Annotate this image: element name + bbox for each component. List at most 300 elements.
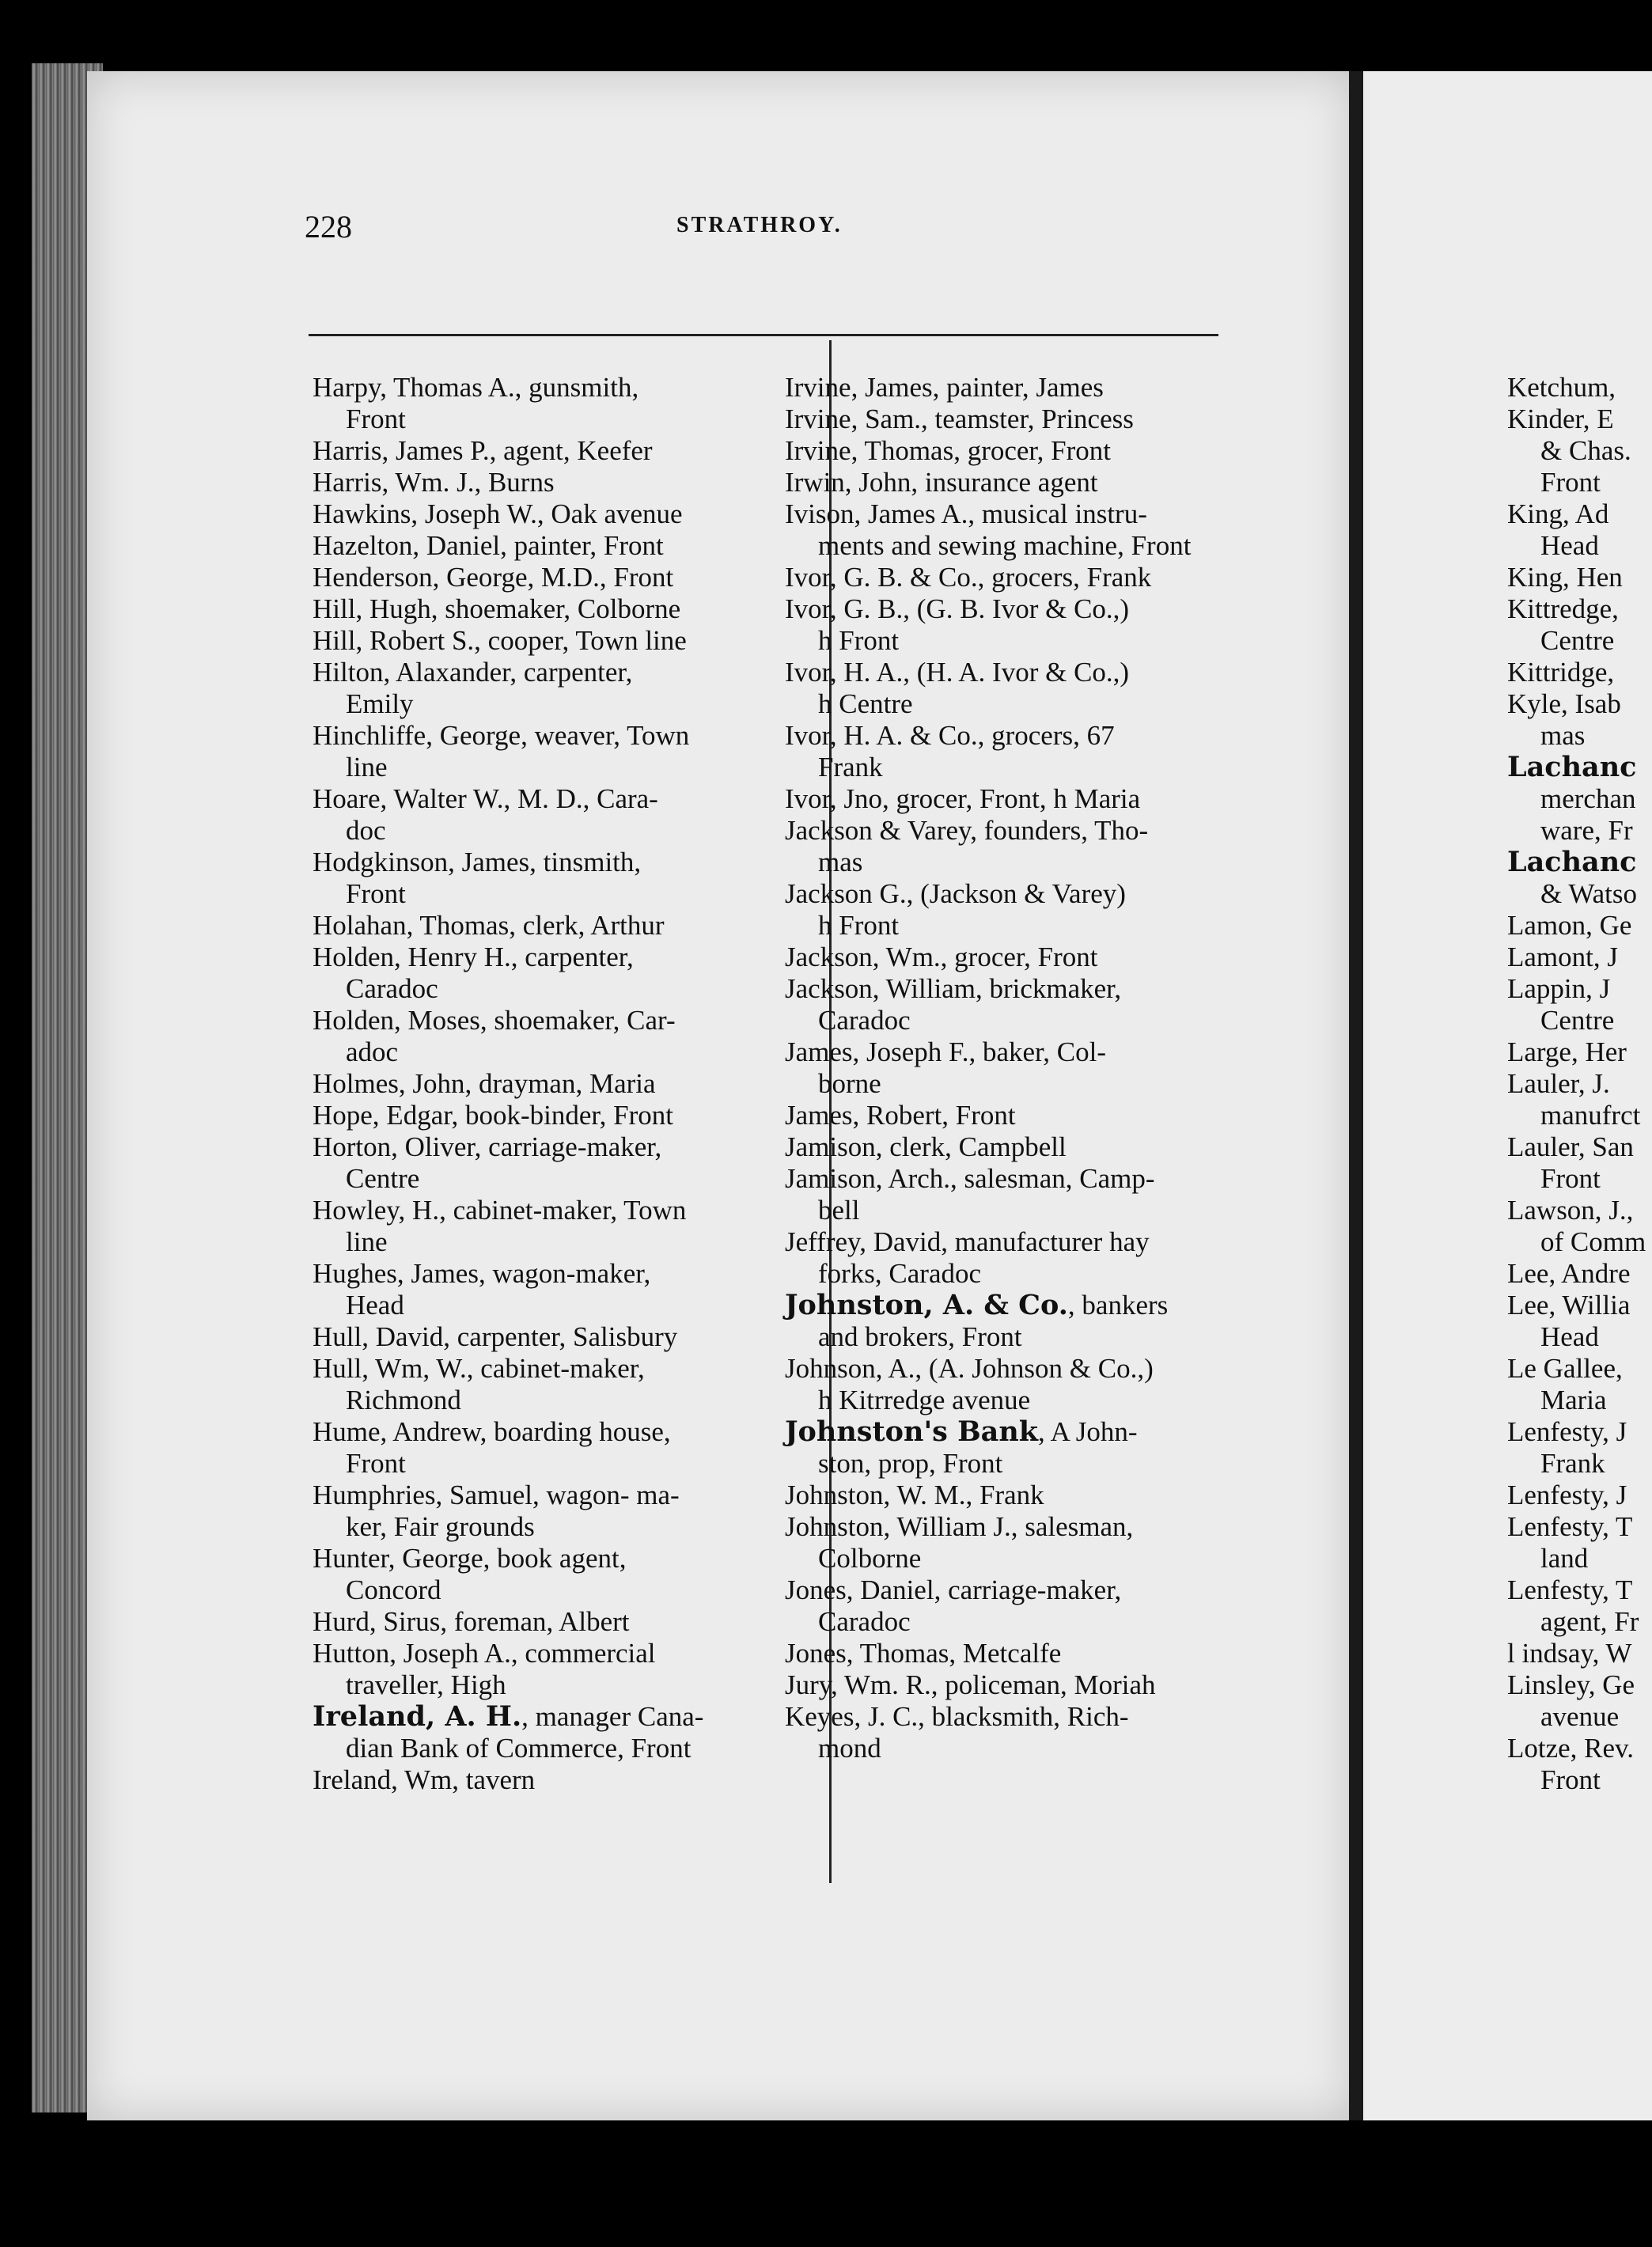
entry-continuation: Caradoc [818, 1005, 911, 1036]
entry-text: Jeffrey, David, manufacturer hay [785, 1226, 1150, 1257]
entry-bold-name: Johnston, A. & Co. [785, 1289, 1068, 1321]
directory-entry [313, 847, 795, 910]
entry-line [785, 1131, 1291, 1163]
entry-text: Lamon, Ge [1507, 910, 1632, 941]
entry-text: Hutton, Joseph A., commercial [313, 1638, 656, 1669]
entry-line [313, 467, 795, 498]
entry-line [1507, 942, 1652, 973]
entry-text: Lotze, Rev. [1507, 1733, 1635, 1764]
entry-line [313, 1701, 795, 1733]
entry-line [1507, 1416, 1652, 1448]
entry-line [313, 1068, 795, 1100]
entry-continuation: forks, Caradoc [818, 1258, 982, 1289]
directory-entry [313, 372, 795, 435]
entry-line [785, 1574, 1291, 1606]
entry-line [1507, 1638, 1652, 1669]
entry-text: Ivor, G. B. & Co., grocers, Frank [785, 562, 1152, 593]
entry-line [785, 1290, 1291, 1321]
directory-entry [1507, 815, 1652, 847]
directory-entry [1507, 498, 1652, 562]
entry-line [313, 372, 795, 404]
entry-line [313, 1480, 795, 1511]
entry-line [1507, 1258, 1652, 1290]
directory-entry [785, 815, 1291, 878]
entry-continuation: Caradoc [346, 973, 438, 1004]
entry-text: Hughes, James, wagon-maker, [313, 1258, 651, 1289]
entry-bold-name: Ireland, A. H. [313, 1700, 522, 1733]
entry-line [1507, 752, 1652, 783]
entry-text: Linsley, Ge [1507, 1669, 1635, 1700]
directory-entry [313, 942, 795, 1005]
directory-entry [1507, 1480, 1652, 1511]
entry-text: Harpy, Thomas A., gunsmith, [313, 372, 639, 403]
entry-continuation: mas [818, 847, 863, 877]
entry-line [313, 1638, 795, 1669]
entry-line [313, 562, 795, 593]
directory-entry [785, 1669, 1291, 1701]
directory-entry [1507, 657, 1652, 688]
entry-line [785, 1669, 1291, 1701]
entry-text: James, Joseph F., baker, Col- [785, 1036, 1107, 1067]
entry-continuation: avenue [1540, 1701, 1620, 1732]
entry-text: Johnston, W. M., Frank [785, 1480, 1044, 1510]
directory-entry [1507, 1733, 1652, 1796]
entry-line [313, 1005, 795, 1036]
entry-continuation: Centre [1540, 625, 1615, 656]
entry-continuation: ston, prop, Front [818, 1448, 1003, 1479]
directory-entry [1507, 372, 1652, 404]
entry-text: Johnson, A., (A. Johnson & Co.,) [785, 1353, 1154, 1384]
directory-entry [313, 1195, 795, 1258]
entry-continuation: & Chas. [1540, 435, 1631, 466]
entry-text: Jones, Thomas, Metcalfe [785, 1638, 1062, 1669]
directory-entry [313, 1131, 795, 1195]
entry-text: Jamison, Arch., salesman, Camp- [785, 1163, 1155, 1194]
entry-line [1507, 1131, 1652, 1163]
directory-entry [313, 657, 795, 720]
entry-text: Hoare, Walter W., M. D., Cara- [313, 783, 658, 814]
directory-entry [785, 1701, 1291, 1764]
entry-line [785, 593, 1291, 625]
entry-line [313, 498, 795, 530]
entry-line [785, 1701, 1291, 1733]
entry-continuation: of Comm [1540, 1226, 1646, 1257]
entry-line [313, 1416, 795, 1448]
entry-text: Kittredge, [1507, 593, 1619, 624]
entry-text: Irvine, Sam., teamster, Princess [785, 404, 1134, 434]
entry-line [313, 530, 795, 562]
entry-continuation: Frank [1540, 1448, 1605, 1479]
entry-text: Jamison, clerk, Campbell [785, 1131, 1067, 1162]
entry-text: Henderson, George, M.D., Front [313, 562, 674, 593]
directory-entry [313, 720, 795, 783]
entry-text: Lee, Andre [1507, 1258, 1631, 1289]
entry-continuation: Front [346, 404, 406, 434]
directory-column-middle [785, 372, 1291, 1764]
directory-entry [785, 783, 1291, 815]
entry-continuation: line [346, 752, 388, 782]
directory-entry [1507, 467, 1652, 498]
directory-entry [313, 1321, 795, 1353]
directory-entry [1507, 1036, 1652, 1068]
directory-entry [1507, 1290, 1652, 1353]
entry-continuation: Centre [1540, 1005, 1615, 1036]
entry-bold-name: Lachanc [1507, 751, 1637, 783]
directory-entry [785, 720, 1291, 783]
entry-line [785, 1480, 1291, 1511]
entry-text: Jones, Daniel, carriage-maker, [785, 1574, 1122, 1605]
directory-entry [1507, 1068, 1652, 1131]
entry-line [313, 1606, 795, 1638]
entry-line [313, 783, 795, 815]
entry-text: Holmes, John, drayman, Maria [313, 1068, 656, 1099]
entry-line [1507, 1036, 1652, 1068]
entry-continuation: Frank [818, 752, 883, 782]
entry-line [313, 1258, 795, 1290]
entry-line [785, 720, 1291, 752]
entry-line [785, 973, 1291, 1005]
directory-entry [785, 467, 1291, 498]
entry-text: Jackson & Varey, founders, Tho- [785, 815, 1149, 846]
entry-line [313, 1100, 795, 1131]
directory-entry [313, 1638, 795, 1701]
entry-line [785, 1638, 1291, 1669]
entry-text: Lenfesty, T [1507, 1511, 1633, 1542]
entry-line [313, 1543, 795, 1574]
entry-continuation: & Watso [1540, 878, 1637, 909]
entry-continuation: Front [1540, 1163, 1601, 1194]
entry-text: l indsay, W [1507, 1638, 1632, 1669]
entry-line [313, 435, 795, 467]
entry-line [1507, 1733, 1652, 1764]
entry-text: , bankers [1067, 1290, 1169, 1321]
directory-entry [1507, 688, 1652, 752]
directory-entry [313, 1353, 795, 1416]
directory-entry [785, 435, 1291, 467]
directory-entry [785, 657, 1291, 720]
entry-text: Jackson, Wm., grocer, Front [785, 942, 1098, 972]
directory-entry [785, 1163, 1291, 1226]
entry-text: Keyes, J. C., blacksmith, Rich- [785, 1701, 1129, 1732]
entry-continuation: manufrct [1540, 1100, 1641, 1131]
entry-text: Hull, Wm, W., cabinet-maker, [313, 1353, 645, 1384]
entry-text: Holden, Moses, shoemaker, Car- [313, 1005, 676, 1036]
entry-text: Holden, Henry H., carpenter, [313, 942, 634, 972]
entry-line [785, 372, 1291, 404]
entry-continuation: agent, Fr [1540, 1606, 1639, 1637]
entry-line [313, 1353, 795, 1385]
page-number: 228 [305, 209, 352, 244]
entry-text: Lamont, J [1507, 942, 1618, 972]
entry-line [1507, 498, 1652, 530]
entry-line [785, 562, 1291, 593]
entry-line [1507, 973, 1652, 1005]
entry-text: Lauler, San [1507, 1131, 1634, 1162]
scan-border-top [0, 0, 1652, 71]
entry-text: Jackson G., (Jackson & Varey) [785, 878, 1126, 909]
entry-text: Harris, James P., agent, Keefer [313, 435, 653, 466]
directory-entry [785, 1511, 1291, 1574]
entry-line [785, 657, 1291, 688]
entry-line [1507, 372, 1652, 404]
entry-text: Hunter, George, book agent, [313, 1543, 627, 1574]
entry-line [313, 1195, 795, 1226]
directory-entry [313, 625, 795, 657]
entry-text: Lawson, J., [1507, 1195, 1634, 1226]
entry-text: Ivor, H. A., (H. A. Ivor & Co.,) [785, 657, 1130, 688]
directory-entry [785, 593, 1291, 657]
entry-text: Ivor, H. A. & Co., grocers, 67 [785, 720, 1115, 751]
directory-entry [1507, 752, 1652, 815]
entry-line [1507, 910, 1652, 942]
directory-entry [785, 1353, 1291, 1416]
entry-line [1507, 1511, 1652, 1543]
entry-continuation: mond [818, 1733, 881, 1764]
entry-text: Large, Her [1507, 1036, 1627, 1067]
entry-continuation: ware, Fr [1540, 815, 1633, 846]
header-rule [309, 334, 1218, 336]
entry-continuation: line [346, 1226, 388, 1257]
entry-line [1507, 1574, 1652, 1606]
entry-text: Irwin, John, insurance agent [785, 467, 1098, 498]
directory-entry [785, 973, 1291, 1036]
page-header [305, 208, 1222, 256]
entry-line [1507, 1195, 1652, 1226]
entry-continuation: mas [1540, 720, 1586, 751]
entry-line [785, 878, 1291, 910]
entry-line [1507, 404, 1652, 435]
entry-continuation: traveller, High [346, 1669, 506, 1700]
entry-text: Ivison, James A., musical instru- [785, 498, 1147, 529]
entry-line [1507, 688, 1652, 720]
entry-continuation: h Centre [818, 688, 913, 719]
entry-text: Harris, Wm. J., Burns [313, 467, 555, 498]
entry-text: , A John- [1038, 1416, 1138, 1447]
directory-entry [1507, 1511, 1652, 1574]
running-title: STRATHROY. [676, 213, 843, 237]
directory-entry [1507, 1638, 1652, 1669]
entry-continuation: land [1540, 1543, 1589, 1574]
entry-line [1507, 593, 1652, 625]
entry-bold-name: Johnston's Bank [785, 1415, 1039, 1448]
entry-line [785, 1353, 1291, 1385]
entry-text: Hilton, Alaxander, carpenter, [313, 657, 633, 688]
directory-entry [313, 783, 795, 847]
entry-line [785, 498, 1291, 530]
entry-continuation: Front [346, 1448, 406, 1479]
entry-text: Irvine, James, painter, James [785, 372, 1104, 403]
directory-entry [785, 1036, 1291, 1100]
entry-line [1507, 657, 1652, 688]
entry-line [1507, 1480, 1652, 1511]
entry-continuation: doc [346, 815, 386, 846]
entry-line [313, 910, 795, 942]
entry-line [785, 1226, 1291, 1258]
entry-line [785, 1036, 1291, 1068]
directory-entry [1507, 1353, 1652, 1416]
directory-entry [785, 404, 1291, 435]
entry-line [313, 593, 795, 625]
entry-continuation: Colborne [818, 1543, 922, 1574]
entry-text: Jury, Wm. R., policeman, Moriah [785, 1669, 1156, 1700]
directory-entry [785, 498, 1291, 562]
entry-line [313, 720, 795, 752]
directory-entry [1507, 1258, 1652, 1290]
entry-continuation: Concord [346, 1574, 441, 1605]
entry-line [785, 1163, 1291, 1195]
directory-entry [313, 593, 795, 625]
entry-continuation: Head [346, 1290, 404, 1321]
entry-line [1507, 1353, 1652, 1385]
entry-continuation: adoc [346, 1036, 399, 1067]
scan-border-bottom [0, 2120, 1652, 2247]
entry-text: Lenfesty, J [1507, 1480, 1627, 1510]
entry-text: Howley, H., cabinet-maker, Town [313, 1195, 687, 1226]
directory-entry [785, 1100, 1291, 1131]
entry-text: Hume, Andrew, boarding house, [313, 1416, 671, 1447]
entry-text: Hill, Robert S., cooper, Town line [313, 625, 687, 656]
entry-text: Jackson, William, brickmaker, [785, 973, 1122, 1004]
directory-entry [313, 467, 795, 498]
entry-line [785, 942, 1291, 973]
directory-entry [313, 1258, 795, 1321]
entry-text: Kittridge, [1507, 657, 1615, 688]
directory-entry [313, 1606, 795, 1638]
directory-entry [785, 1226, 1291, 1290]
directory-entry [1507, 1669, 1652, 1733]
page-gutter [1349, 71, 1363, 2120]
entry-continuation: merchan [1540, 783, 1636, 814]
entry-text: Kyle, Isab [1507, 688, 1621, 719]
entry-bold-name: Lachanc [1507, 846, 1637, 878]
entry-continuation: Head [1540, 1321, 1599, 1352]
entry-text: Holahan, Thomas, clerk, Arthur [313, 910, 665, 941]
directory-column-right [1507, 372, 1652, 1796]
entry-line [313, 942, 795, 973]
directory-entry [313, 1764, 795, 1796]
entry-text: , manager Cana- [521, 1701, 704, 1732]
directory-entry [1507, 593, 1652, 657]
entry-text: Lenfesty, J [1507, 1416, 1627, 1447]
directory-entry [313, 530, 795, 562]
entry-line [785, 815, 1291, 847]
entry-text: Irvine, Thomas, grocer, Front [785, 435, 1112, 466]
entry-line [785, 435, 1291, 467]
entry-text: Hill, Hugh, shoemaker, Colborne [313, 593, 681, 624]
directory-entry [785, 1638, 1291, 1669]
entry-continuation: h Front [818, 910, 900, 941]
entry-continuation: ker, Fair grounds [346, 1511, 535, 1542]
entry-continuation: Maria [1540, 1385, 1607, 1415]
entry-text: James, Robert, Front [785, 1100, 1016, 1131]
entry-continuation: Richmond [346, 1385, 461, 1415]
entry-continuation: Front [1540, 467, 1601, 498]
entry-line [1507, 562, 1652, 593]
directory-entry [313, 1068, 795, 1100]
directory-entry [313, 1480, 795, 1543]
directory-entry [1507, 910, 1652, 942]
entry-text: Johnston, William J., salesman, [785, 1511, 1134, 1542]
entry-continuation: h Kitrredge avenue [818, 1385, 1031, 1415]
entry-line [313, 657, 795, 688]
directory-entry [785, 1480, 1291, 1511]
entry-text: Hull, David, carpenter, Salisbury [313, 1321, 678, 1352]
directory-entry [313, 1701, 795, 1764]
directory-entry [1507, 404, 1652, 467]
entry-line [1507, 1290, 1652, 1321]
directory-entry [313, 435, 795, 467]
entry-text: Kinder, E [1507, 404, 1614, 434]
entry-text: Ivor, Jno, grocer, Front, h Maria [785, 783, 1141, 814]
directory-entry [1507, 1574, 1652, 1638]
entry-continuation: dian Bank of Commerce, Front [346, 1733, 691, 1764]
entry-line [313, 625, 795, 657]
entry-line [785, 783, 1291, 815]
directory-entry [785, 1131, 1291, 1163]
directory-entry [313, 910, 795, 942]
entry-line [313, 1764, 795, 1796]
entry-text: Lappin, J [1507, 973, 1611, 1004]
directory-entry [313, 562, 795, 593]
directory-entry [785, 1290, 1291, 1353]
entry-line [1507, 1669, 1652, 1701]
directory-entry [1507, 562, 1652, 593]
entry-line [1507, 1068, 1652, 1100]
entry-text: Hazelton, Daniel, painter, Front [313, 530, 664, 561]
entry-text: Hodgkinson, James, tinsmith, [313, 847, 642, 877]
directory-entry [785, 1574, 1291, 1638]
entry-line [785, 1511, 1291, 1543]
directory-entry [1507, 1131, 1652, 1195]
entry-text: Ivor, G. B., (G. B. Ivor & Co.,) [785, 593, 1130, 624]
entry-text: Ireland, Wm, tavern [313, 1764, 536, 1795]
entry-line [313, 1321, 795, 1353]
entry-line [785, 467, 1291, 498]
entry-text: Hurd, Sirus, foreman, Albert [313, 1606, 630, 1637]
entry-line [1507, 847, 1652, 878]
entry-continuation: bell [818, 1195, 860, 1226]
directory-entry [1507, 1195, 1652, 1258]
entry-text: Hope, Edgar, book-binder, Front [313, 1100, 673, 1131]
entry-text: Le Gallee, [1507, 1353, 1623, 1384]
directory-entry [785, 1416, 1291, 1480]
directory-entry [1507, 942, 1652, 973]
entry-line [313, 1131, 795, 1163]
entry-line [785, 404, 1291, 435]
entry-continuation: Caradoc [818, 1606, 911, 1637]
directory-entry [313, 1416, 795, 1480]
directory-entry [785, 942, 1291, 973]
entry-text: Lauler, J. [1507, 1068, 1610, 1099]
entry-text: King, Hen [1507, 562, 1623, 593]
directory-entry [313, 1543, 795, 1606]
entry-text: King, Ad [1507, 498, 1609, 529]
entry-continuation: Emily [346, 688, 414, 719]
entry-text: Ketchum, [1507, 372, 1616, 403]
entry-continuation: Front [346, 878, 406, 909]
entry-line [785, 1100, 1291, 1131]
entry-text: Lee, Willia [1507, 1290, 1631, 1321]
directory-entry [313, 1005, 795, 1068]
entry-line [313, 847, 795, 878]
directory-entry [785, 878, 1291, 942]
directory-entry [1507, 847, 1652, 910]
directory-entry [1507, 973, 1652, 1036]
directory-entry [785, 372, 1291, 404]
directory-entry [785, 562, 1291, 593]
entry-continuation: Front [1540, 1764, 1601, 1795]
entry-text: Lenfesty, T [1507, 1574, 1633, 1605]
